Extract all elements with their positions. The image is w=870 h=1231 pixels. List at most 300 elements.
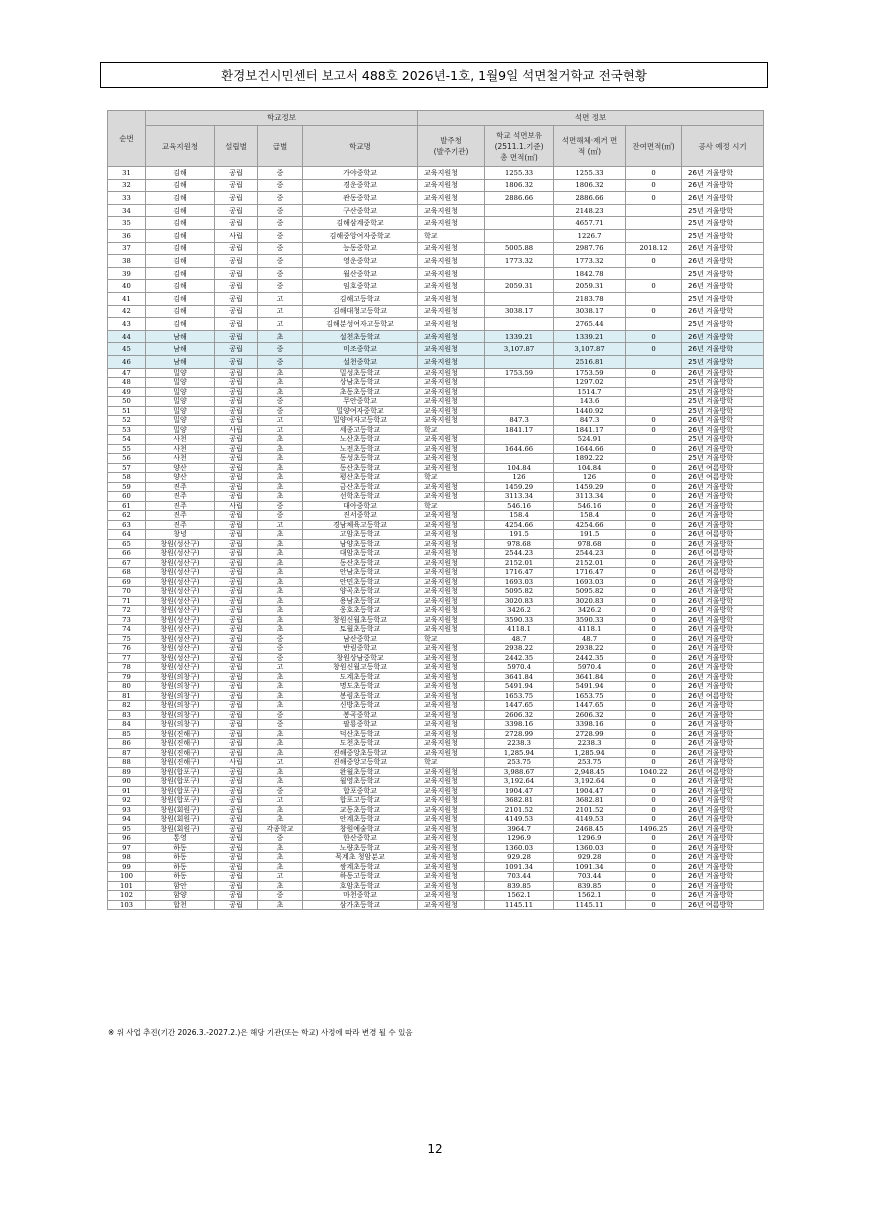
schedule-cell: 25년 겨울방학	[682, 217, 764, 230]
schedule-cell: 26년 겨울방학	[682, 710, 764, 720]
table-row	[108, 255, 764, 268]
remaining-area-cell	[626, 435, 682, 445]
remaining-area-cell: 0	[626, 796, 682, 806]
remaining-area-cell	[626, 355, 682, 368]
total-area-cell: 5970.4	[485, 663, 554, 673]
removal-area-cell: 3,107.87	[554, 343, 626, 356]
orderer-cell: 교육지원청	[418, 891, 485, 901]
school-name-cell: 노전초등학교	[303, 444, 418, 454]
seq-cell: 39	[108, 267, 146, 280]
schedule-cell: 26년 여름방학	[682, 549, 764, 559]
total-area-cell: 1904.47	[485, 786, 554, 796]
table-row	[108, 891, 764, 901]
orderer-cell: 교육지원청	[418, 872, 485, 882]
orderer-cell: 교육지원청	[418, 330, 485, 343]
schedule-cell: 25년 겨울방학	[682, 292, 764, 305]
orderer-cell: 교육지원청	[418, 720, 485, 730]
schedule-cell: 26년 겨울방학	[682, 796, 764, 806]
remaining-area-cell: 0	[626, 786, 682, 796]
office-cell: 통영	[146, 834, 215, 844]
founding-cell: 공립	[215, 368, 258, 378]
office-cell: 창원(성산구)	[146, 549, 215, 559]
orderer-cell: 교육지원청	[418, 606, 485, 616]
table-row	[108, 691, 764, 701]
office-cell: 진주	[146, 511, 215, 521]
seq-cell: 54	[108, 435, 146, 445]
orderer-cell: 교육지원청	[418, 387, 485, 397]
orderer-cell: 교육지원청	[418, 672, 485, 682]
remaining-area-cell	[626, 454, 682, 464]
office-cell: 창원(의창구)	[146, 720, 215, 730]
school-name-cell: 완월초등학교	[303, 767, 418, 777]
seq-cell: 44	[108, 330, 146, 343]
header-col-total-area: 학교 석면보유 (2511.1.기준) 총 면적(㎡)	[485, 126, 554, 167]
removal-area-cell: 5970.4	[554, 663, 626, 673]
founding-cell: 공립	[215, 596, 258, 606]
total-area-cell: 3590.33	[485, 615, 554, 625]
total-area-cell	[485, 267, 554, 280]
level-cell: 초	[258, 672, 303, 682]
remaining-area-cell	[626, 229, 682, 242]
level-cell: 초	[258, 482, 303, 492]
total-area-cell: 2544.23	[485, 549, 554, 559]
remaining-area-cell: 0	[626, 701, 682, 711]
school-name-cell: 영운중학교	[303, 255, 418, 268]
seq-cell: 42	[108, 305, 146, 318]
founding-cell: 공립	[215, 606, 258, 616]
schedule-cell: 26년 겨울방학	[682, 520, 764, 530]
remaining-area-cell: 0	[626, 729, 682, 739]
schedule-cell: 26년 겨울방학	[682, 872, 764, 882]
level-cell: 초	[258, 682, 303, 692]
removal-area-cell: 104.84	[554, 463, 626, 473]
remaining-area-cell: 0	[626, 305, 682, 318]
removal-area-cell: 1842.78	[554, 267, 626, 280]
office-cell: 사천	[146, 454, 215, 464]
seq-cell: 58	[108, 473, 146, 483]
founding-cell: 공립	[215, 900, 258, 910]
total-area-cell	[485, 454, 554, 464]
remaining-area-cell	[626, 318, 682, 331]
level-cell: 중	[258, 511, 303, 521]
remaining-area-cell: 1496.25	[626, 824, 682, 834]
schedule-cell: 25년 겨울방학	[682, 229, 764, 242]
remaining-area-cell: 0	[626, 587, 682, 597]
seq-cell: 68	[108, 568, 146, 578]
founding-cell: 공립	[215, 330, 258, 343]
removal-area-cell: 4149.53	[554, 815, 626, 825]
table-row	[108, 330, 764, 343]
remaining-area-cell: 0	[626, 758, 682, 768]
schedule-cell: 25년 겨울방학	[682, 267, 764, 280]
remaining-area-cell: 0	[626, 416, 682, 426]
table-row	[108, 739, 764, 749]
school-name-cell: 한산중학교	[303, 834, 418, 844]
orderer-cell: 교육지원청	[418, 482, 485, 492]
office-cell: 김해	[146, 242, 215, 255]
level-cell: 고	[258, 425, 303, 435]
school-name-cell: 밀양여자고등학교	[303, 416, 418, 426]
level-cell: 초	[258, 881, 303, 891]
office-cell: 김해	[146, 305, 215, 318]
level-cell: 중	[258, 501, 303, 511]
removal-area-cell: 4254.66	[554, 520, 626, 530]
schedule-cell: 26년 겨울방학	[682, 701, 764, 711]
table-row	[108, 397, 764, 407]
office-cell: 하동	[146, 843, 215, 853]
remaining-area-cell: 0	[626, 511, 682, 521]
level-cell: 중	[258, 644, 303, 654]
remaining-area-cell: 0	[626, 748, 682, 758]
schedule-cell: 26년 겨울방학	[682, 644, 764, 654]
office-cell: 남해	[146, 355, 215, 368]
removal-area-cell: 2183.78	[554, 292, 626, 305]
level-cell: 초	[258, 444, 303, 454]
schedule-cell: 26년 겨울방학	[682, 815, 764, 825]
removal-area-cell: 4118.1	[554, 625, 626, 635]
founding-cell: 공립	[215, 777, 258, 787]
removal-area-cell: 1440.92	[554, 406, 626, 416]
remaining-area-cell: 0	[626, 644, 682, 654]
total-area-cell	[485, 378, 554, 388]
seq-cell: 80	[108, 682, 146, 692]
removal-area-cell: 1806.32	[554, 179, 626, 192]
header-col-school-name: 학교명	[303, 126, 418, 167]
office-cell: 창녕	[146, 530, 215, 540]
level-cell: 중	[258, 179, 303, 192]
orderer-cell: 교육지원청	[418, 463, 485, 473]
orderer-cell: 교육지원청	[418, 682, 485, 692]
level-cell: 초	[258, 473, 303, 483]
total-area-cell: 3398.16	[485, 720, 554, 730]
seq-cell: 83	[108, 710, 146, 720]
removal-area-cell: 2728.99	[554, 729, 626, 739]
table-row	[108, 192, 764, 205]
office-cell: 창원(성산구)	[146, 644, 215, 654]
office-cell: 창원(진해구)	[146, 748, 215, 758]
remaining-area-cell	[626, 292, 682, 305]
table-row	[108, 862, 764, 872]
table-row	[108, 425, 764, 435]
remaining-area-cell: 0	[626, 192, 682, 205]
orderer-cell: 교육지원청	[418, 853, 485, 863]
level-cell: 초	[258, 701, 303, 711]
office-cell: 진주	[146, 520, 215, 530]
total-area-cell	[485, 435, 554, 445]
level-cell: 초	[258, 691, 303, 701]
footnote: ※ 위 사업 추진(기간 2026.3.-2027.2.)은 해당 기관(또는 학교) 사정에 따라 변경 될 수 있음	[108, 1028, 413, 1037]
removal-area-cell: 1514.7	[554, 387, 626, 397]
level-cell: 고	[258, 872, 303, 882]
table-row	[108, 511, 764, 521]
table-row	[108, 653, 764, 663]
founding-cell: 공립	[215, 343, 258, 356]
orderer-cell: 교육지원청	[418, 406, 485, 416]
level-cell: 중	[258, 397, 303, 407]
school-name-cell: 노산초등학교	[303, 435, 418, 445]
table-row	[108, 444, 764, 454]
seq-cell: 90	[108, 777, 146, 787]
remaining-area-cell: 0	[626, 891, 682, 901]
remaining-area-cell: 0	[626, 520, 682, 530]
level-cell: 초	[258, 767, 303, 777]
founding-cell: 공립	[215, 672, 258, 682]
removal-area-cell: 2148.23	[554, 204, 626, 217]
remaining-area-cell: 0	[626, 343, 682, 356]
school-name-cell: 진서중학교	[303, 511, 418, 521]
remaining-area-cell: 0	[626, 625, 682, 635]
total-area-cell: 3426.2	[485, 606, 554, 616]
school-name-cell: 호암초등학교	[303, 881, 418, 891]
header-asbestos-info: 석면 정보	[418, 111, 764, 126]
schedule-cell: 26년 겨울방학	[682, 577, 764, 587]
orderer-cell: 교육지원청	[418, 520, 485, 530]
table-row	[108, 786, 764, 796]
founding-cell: 공립	[215, 167, 258, 180]
schedule-cell: 25년 겨울방학	[682, 355, 764, 368]
founding-cell: 공립	[215, 701, 258, 711]
schedule-cell: 26년 여름방학	[682, 473, 764, 483]
orderer-cell: 학교	[418, 473, 485, 483]
total-area-cell: 1296.9	[485, 834, 554, 844]
removal-area-cell: 546.16	[554, 501, 626, 511]
office-cell: 밀양	[146, 425, 215, 435]
office-cell: 창원(의창구)	[146, 701, 215, 711]
office-cell: 진주	[146, 482, 215, 492]
total-area-cell: 5005.88	[485, 242, 554, 255]
level-cell: 초	[258, 454, 303, 464]
schedule-cell: 26년 겨울방학	[682, 824, 764, 834]
office-cell: 창원(합포구)	[146, 786, 215, 796]
level-cell: 각종학교	[258, 824, 303, 834]
school-name-cell: 합포중학교	[303, 786, 418, 796]
seq-cell: 82	[108, 701, 146, 711]
office-cell: 창원(합포구)	[146, 796, 215, 806]
founding-cell: 공립	[215, 587, 258, 597]
removal-area-cell: 2516.81	[554, 355, 626, 368]
founding-cell: 공립	[215, 568, 258, 578]
seq-cell: 99	[108, 862, 146, 872]
schedule-cell: 26년 여름방학	[682, 530, 764, 540]
office-cell: 창원(회원구)	[146, 824, 215, 834]
level-cell: 초	[258, 615, 303, 625]
remaining-area-cell: 1040.22	[626, 767, 682, 777]
office-cell: 밀양	[146, 378, 215, 388]
office-cell: 창원(성산구)	[146, 539, 215, 549]
orderer-cell: 교육지원청	[418, 539, 485, 549]
schedule-cell: 26년 겨울방학	[682, 192, 764, 205]
table-row	[108, 796, 764, 806]
total-area-cell: 1841.17	[485, 425, 554, 435]
office-cell: 창원(성산구)	[146, 663, 215, 673]
founding-cell: 공립	[215, 416, 258, 426]
asbestos-school-table	[107, 110, 764, 910]
remaining-area-cell: 0	[626, 530, 682, 540]
office-cell: 창원(의창구)	[146, 682, 215, 692]
founding-cell: 공립	[215, 492, 258, 502]
level-cell: 중	[258, 343, 303, 356]
office-cell: 창원(성산구)	[146, 596, 215, 606]
seq-cell: 81	[108, 691, 146, 701]
total-area-cell: 3020.83	[485, 596, 554, 606]
schedule-cell: 26년 여름방학	[682, 568, 764, 578]
schedule-cell: 26년 겨울방학	[682, 777, 764, 787]
founding-cell: 공립	[215, 292, 258, 305]
office-cell: 김해	[146, 255, 215, 268]
school-name-cell: 반림중학교	[303, 644, 418, 654]
seq-cell: 84	[108, 720, 146, 730]
office-cell: 창원(진해구)	[146, 739, 215, 749]
schedule-cell: 26년 겨울방학	[682, 786, 764, 796]
remaining-area-cell: 0	[626, 330, 682, 343]
office-cell: 창원(회원구)	[146, 805, 215, 815]
founding-cell: 공립	[215, 853, 258, 863]
remaining-area-cell: 0	[626, 539, 682, 549]
level-cell: 초	[258, 539, 303, 549]
remaining-area-cell: 0	[626, 482, 682, 492]
removal-area-cell: 1145.11	[554, 900, 626, 910]
table-row	[108, 615, 764, 625]
schedule-cell: 26년 겨울방학	[682, 511, 764, 521]
founding-cell: 공립	[215, 634, 258, 644]
office-cell: 합천	[146, 900, 215, 910]
seq-cell: 53	[108, 425, 146, 435]
school-name-cell: 팔룡중학교	[303, 720, 418, 730]
level-cell: 초	[258, 777, 303, 787]
founding-cell: 공립	[215, 862, 258, 872]
seq-cell: 71	[108, 596, 146, 606]
level-cell: 중	[258, 204, 303, 217]
orderer-cell: 교육지원청	[418, 343, 485, 356]
remaining-area-cell	[626, 217, 682, 230]
orderer-cell: 교육지원청	[418, 834, 485, 844]
founding-cell: 공립	[215, 834, 258, 844]
school-name-cell: 월산중학교	[303, 267, 418, 280]
seq-cell: 72	[108, 606, 146, 616]
table-row	[108, 368, 764, 378]
office-cell: 진주	[146, 492, 215, 502]
remaining-area-cell: 0	[626, 663, 682, 673]
level-cell: 초	[258, 862, 303, 872]
level-cell: 초	[258, 387, 303, 397]
level-cell: 초	[258, 843, 303, 853]
level-cell: 초	[258, 330, 303, 343]
office-cell: 창원(진해구)	[146, 758, 215, 768]
table-row	[108, 305, 764, 318]
orderer-cell: 교육지원청	[418, 318, 485, 331]
removal-area-cell: 1296.9	[554, 834, 626, 844]
table-row	[108, 853, 764, 863]
remaining-area-cell	[626, 378, 682, 388]
school-name-cell: 선학초등학교	[303, 492, 418, 502]
orderer-cell: 교육지원청	[418, 615, 485, 625]
removal-area-cell: 1297.02	[554, 378, 626, 388]
remaining-area-cell: 0	[626, 473, 682, 483]
level-cell: 초	[258, 853, 303, 863]
schedule-cell: 26년 겨울방학	[682, 482, 764, 492]
schedule-cell: 26년 겨울방학	[682, 739, 764, 749]
orderer-cell: 교육지원청	[418, 843, 485, 853]
table-row	[108, 587, 764, 597]
remaining-area-cell: 0	[626, 682, 682, 692]
table-row	[108, 318, 764, 331]
remaining-area-cell: 0	[626, 900, 682, 910]
remaining-area-cell: 0	[626, 615, 682, 625]
total-area-cell: 1255.33	[485, 167, 554, 180]
seq-cell: 93	[108, 805, 146, 815]
founding-cell: 공립	[215, 217, 258, 230]
orderer-cell: 교육지원청	[418, 767, 485, 777]
remaining-area-cell: 0	[626, 853, 682, 863]
level-cell: 중	[258, 891, 303, 901]
total-area-cell: 929.28	[485, 853, 554, 863]
table-row	[108, 492, 764, 502]
school-name-cell: 미조중학교	[303, 343, 418, 356]
remaining-area-cell: 0	[626, 815, 682, 825]
level-cell: 중	[258, 192, 303, 205]
school-name-cell: 밀양여자중학교	[303, 406, 418, 416]
level-cell: 초	[258, 596, 303, 606]
founding-cell: 공립	[215, 378, 258, 388]
founding-cell: 사립	[215, 425, 258, 435]
table-row	[108, 644, 764, 654]
total-area-cell	[485, 397, 554, 407]
office-cell: 양산	[146, 473, 215, 483]
removal-area-cell: 929.28	[554, 853, 626, 863]
school-name-cell: 상남초등학교	[303, 378, 418, 388]
seq-cell: 88	[108, 758, 146, 768]
founding-cell: 공립	[215, 615, 258, 625]
seq-cell: 61	[108, 501, 146, 511]
total-area-cell: 1145.11	[485, 900, 554, 910]
orderer-cell: 교육지원청	[418, 881, 485, 891]
removal-area-cell: 3113.34	[554, 492, 626, 502]
header-col-removal-area: 석면해체·제거 면 적 (㎡)	[554, 126, 626, 167]
total-area-cell	[485, 318, 554, 331]
level-cell: 중	[258, 217, 303, 230]
level-cell: 초	[258, 805, 303, 815]
school-name-cell: 설천중학교	[303, 355, 418, 368]
founding-cell: 공립	[215, 881, 258, 891]
removal-area-cell: 2,948.45	[554, 767, 626, 777]
seq-cell: 75	[108, 634, 146, 644]
seq-cell: 100	[108, 872, 146, 882]
schedule-cell: 25년 겨울방학	[682, 378, 764, 388]
table-row	[108, 606, 764, 616]
table-row	[108, 834, 764, 844]
orderer-cell: 학교	[418, 229, 485, 242]
total-area-cell: 1693.03	[485, 577, 554, 587]
remaining-area-cell	[626, 387, 682, 397]
removal-area-cell: 5095.82	[554, 587, 626, 597]
office-cell: 창원(성산구)	[146, 606, 215, 616]
total-area-cell: 2442.35	[485, 653, 554, 663]
schedule-cell: 26년 겨울방학	[682, 634, 764, 644]
school-name-cell: 봉곡중학교	[303, 710, 418, 720]
orderer-cell: 교육지원청	[418, 653, 485, 663]
removal-area-cell: 1459.29	[554, 482, 626, 492]
school-name-cell: 안계초등학교	[303, 815, 418, 825]
removal-area-cell: 1892.22	[554, 454, 626, 464]
removal-area-cell: 3590.33	[554, 615, 626, 625]
office-cell: 함양	[146, 891, 215, 901]
total-area-cell: 2101.52	[485, 805, 554, 815]
founding-cell: 공립	[215, 796, 258, 806]
level-cell: 중	[258, 242, 303, 255]
total-area-cell	[485, 406, 554, 416]
office-cell: 김해	[146, 179, 215, 192]
school-name-cell: 동성초등학교	[303, 454, 418, 464]
